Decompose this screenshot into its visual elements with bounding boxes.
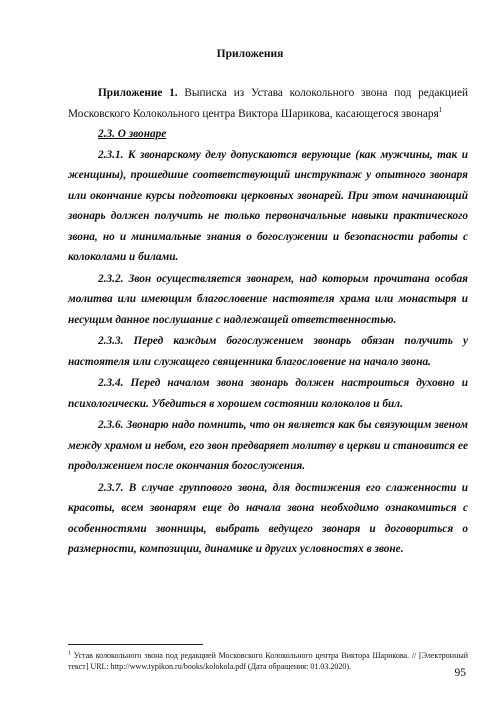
section-title: 2.3. О звонаре: [98, 128, 167, 140]
appendix-intro: [68, 83, 468, 124]
paragraph-2-3-4: 2.3.4. Перед началом звона звонарь должен настроиться духовно и психологически. Убедиться в хорошем состоянии колоколов и бил.: [68, 377, 468, 410]
footnote: [68, 651, 468, 672]
paragraph-2-3-3: 2.3.3. Перед каждым богослужением звонарь обязан получить у настоятеля или служащего священника благословение на начало звона.: [68, 335, 468, 368]
footnote-mark: 1: [68, 650, 71, 657]
paragraph-2-3-7: 2.3.7. В случае группового звона, для достижения его слаженности и красоты, всем звонарям еще до начала звона необходимо ознакомиться с особенностями звонницы, выбрать ведущего звонаря и договориться о размерности, композиции, динамике и других условностях в звоне.: [68, 481, 468, 555]
body-text: [68, 83, 468, 560]
footnote-divider: [68, 644, 203, 645]
page-heading: Приложения: [216, 48, 284, 60]
paragraph-2-3-6: 2.3.6. Звонарю надо помнить, что он является как бы связующим звеном между храмом и небом, его звон предваряет молитву в церкви и становится ее продолжением после окончания богослужения.: [68, 419, 468, 472]
appendix-intro-text: Выписка из Устава колокольного звона под редакцией Московского Колокольного центра Виктора Шарикова, касающегося звонаря: [68, 87, 468, 120]
paragraph-2-3-2: 2.3.2. Звон осуществляется звонарем, над которым прочитана особая молитва или имеющим благословение настоятеля храма или монастыря и несущим данное послушание с надлежащей ответственностью.: [68, 272, 468, 326]
page-number: 95: [454, 667, 466, 679]
appendix-label: Приложение 1.: [98, 87, 178, 99]
footnote-reference: 1: [438, 105, 443, 114]
footnote-text: Устав колокольного звона под редакцией Московского Колокольного центра Виктора Шарикова. // [Электронный текст] URL: http://www.typikon.ru/books/kolokola.pdf (Дата обращения: 01.03.2020).: [68, 651, 468, 671]
paragraph-2-3-1: 2.3.1. К звонарскому делу допускаются верующие (как мужчины, так и женщины), прошедшие соответствующий инструктаж у опытного звонаря или окончание курсы подготовки церковных звонарей. При этом начинающий звонарь должен получить не только первоначальные навыки практического звона, но и минимальные знания о богослужении и безопасности работы с колоколами и билами.: [68, 148, 468, 263]
